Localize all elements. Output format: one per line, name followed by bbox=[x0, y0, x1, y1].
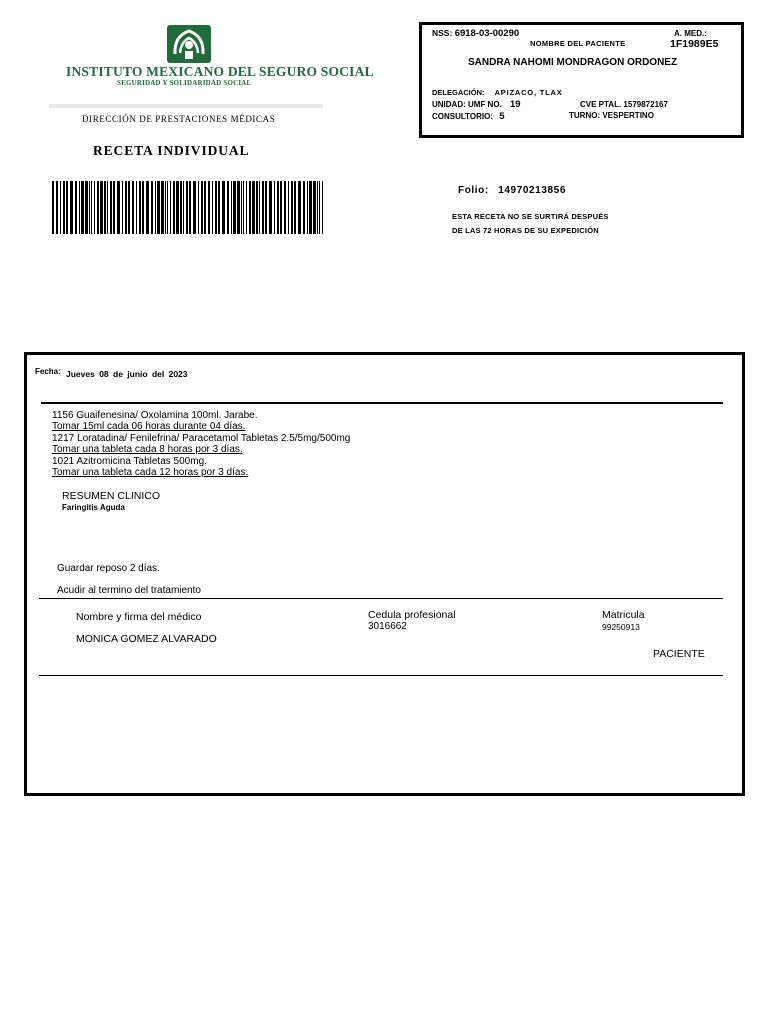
fecha-value: Jueves 08 de junio del 2023 bbox=[66, 369, 188, 379]
institution-subtitle: SEGURIDAD Y SOLIDARIDAD SOCIAL bbox=[117, 79, 252, 87]
institution-name: INSTITUTO MEXICANO DEL SEGURO SOCIAL bbox=[66, 64, 374, 79]
matricula-value: 99250913 bbox=[602, 622, 640, 632]
medication-instruction: Tomar una tableta cada 12 horas por 3 días. bbox=[52, 467, 249, 479]
cve-label: CVE PTAL. bbox=[580, 100, 622, 109]
medication-instruction: Tomar una tableta cada 8 horas por 3 días. bbox=[52, 444, 243, 456]
medication-instruction: Tomar 15ml cada 06 horas durante 04 días. bbox=[52, 421, 246, 433]
signature-divider bbox=[39, 675, 723, 676]
folio bbox=[458, 185, 566, 196]
medication-list bbox=[52, 410, 350, 478]
department-label: DIRECCIÓN DE PRESTACIONES MÉDICAS bbox=[82, 114, 276, 124]
prescription-box bbox=[24, 352, 745, 796]
doctor-name: MONICA GOMEZ ALVARADO bbox=[76, 633, 217, 645]
medication-item: 1217 Loratadina/ Fenilefrina/ Paracetamol Tabletas 2.5/5mg/500mg bbox=[52, 432, 351, 444]
document-title: RECETA INDIVIDUAL bbox=[93, 143, 250, 158]
folio-value: 14970213856 bbox=[498, 185, 566, 196]
patient-info-box bbox=[419, 22, 744, 138]
cve-value: 1579872167 bbox=[623, 100, 668, 109]
fecha-divider bbox=[41, 402, 723, 404]
amed-label: A. MED.: bbox=[674, 29, 707, 38]
doctor-name-label: Nombre y firma del médico bbox=[76, 611, 202, 623]
medication-item: 1156 Guaifenesina/ Oxolamina 100ml. Jarabe. bbox=[52, 410, 258, 421]
matricula-label: Matricula bbox=[602, 609, 645, 621]
header-divider bbox=[49, 104, 323, 108]
amed-value: 1F1989E5 bbox=[670, 38, 719, 50]
note-tratamiento: Acudir al termino del tratamiento bbox=[57, 585, 201, 596]
turno-value: VESPERTINO bbox=[602, 111, 654, 120]
delegacion-label: DELEGACIÓN: bbox=[432, 88, 485, 97]
delegacion-value: APIZACO, TLAX bbox=[494, 88, 563, 97]
copy-label: PACIENTE bbox=[653, 648, 705, 660]
medication-item: 1021 Azitromicina Tabletas 500mg. bbox=[52, 455, 207, 467]
turno-label: TURNO: bbox=[569, 111, 601, 120]
patient-name-label: NOMBRE DEL PACIENTE bbox=[530, 39, 626, 48]
folio-label: Folio: bbox=[458, 185, 489, 196]
consultorio-value: 5 bbox=[499, 111, 505, 122]
diagnosis: Faringitis Aguda bbox=[62, 503, 125, 512]
unidad-label: UNIDAD: UMF NO. bbox=[432, 100, 502, 109]
nss-label: NSS: bbox=[432, 28, 453, 38]
imss-logo-icon bbox=[166, 24, 212, 64]
note-reposo: Guardar reposo 2 días. bbox=[57, 563, 160, 574]
fecha-label: Fecha: bbox=[35, 367, 61, 376]
resumen-clinico-label: RESUMEN CLINICO bbox=[62, 490, 161, 502]
expiry-warning-line2: DE LAS 72 HORAS DE SU EXPEDICIÓN bbox=[452, 226, 599, 235]
cedula-value: 3016662 bbox=[368, 621, 407, 632]
cedula-label: Cedula profesional bbox=[368, 609, 456, 621]
unidad-value: 19 bbox=[510, 99, 521, 110]
patient-name: SANDRA NAHOMI MONDRAGON ORDONEZ bbox=[468, 57, 678, 68]
nss-value: 6918-03-00290 bbox=[454, 28, 520, 39]
expiry-warning-line1: ESTA RECETA NO SE SURTIRÁ DESPUÉS bbox=[452, 212, 609, 221]
consultorio-label: CONSULTORIO: bbox=[432, 112, 494, 121]
notes-divider bbox=[39, 598, 723, 599]
barcode bbox=[52, 181, 326, 234]
